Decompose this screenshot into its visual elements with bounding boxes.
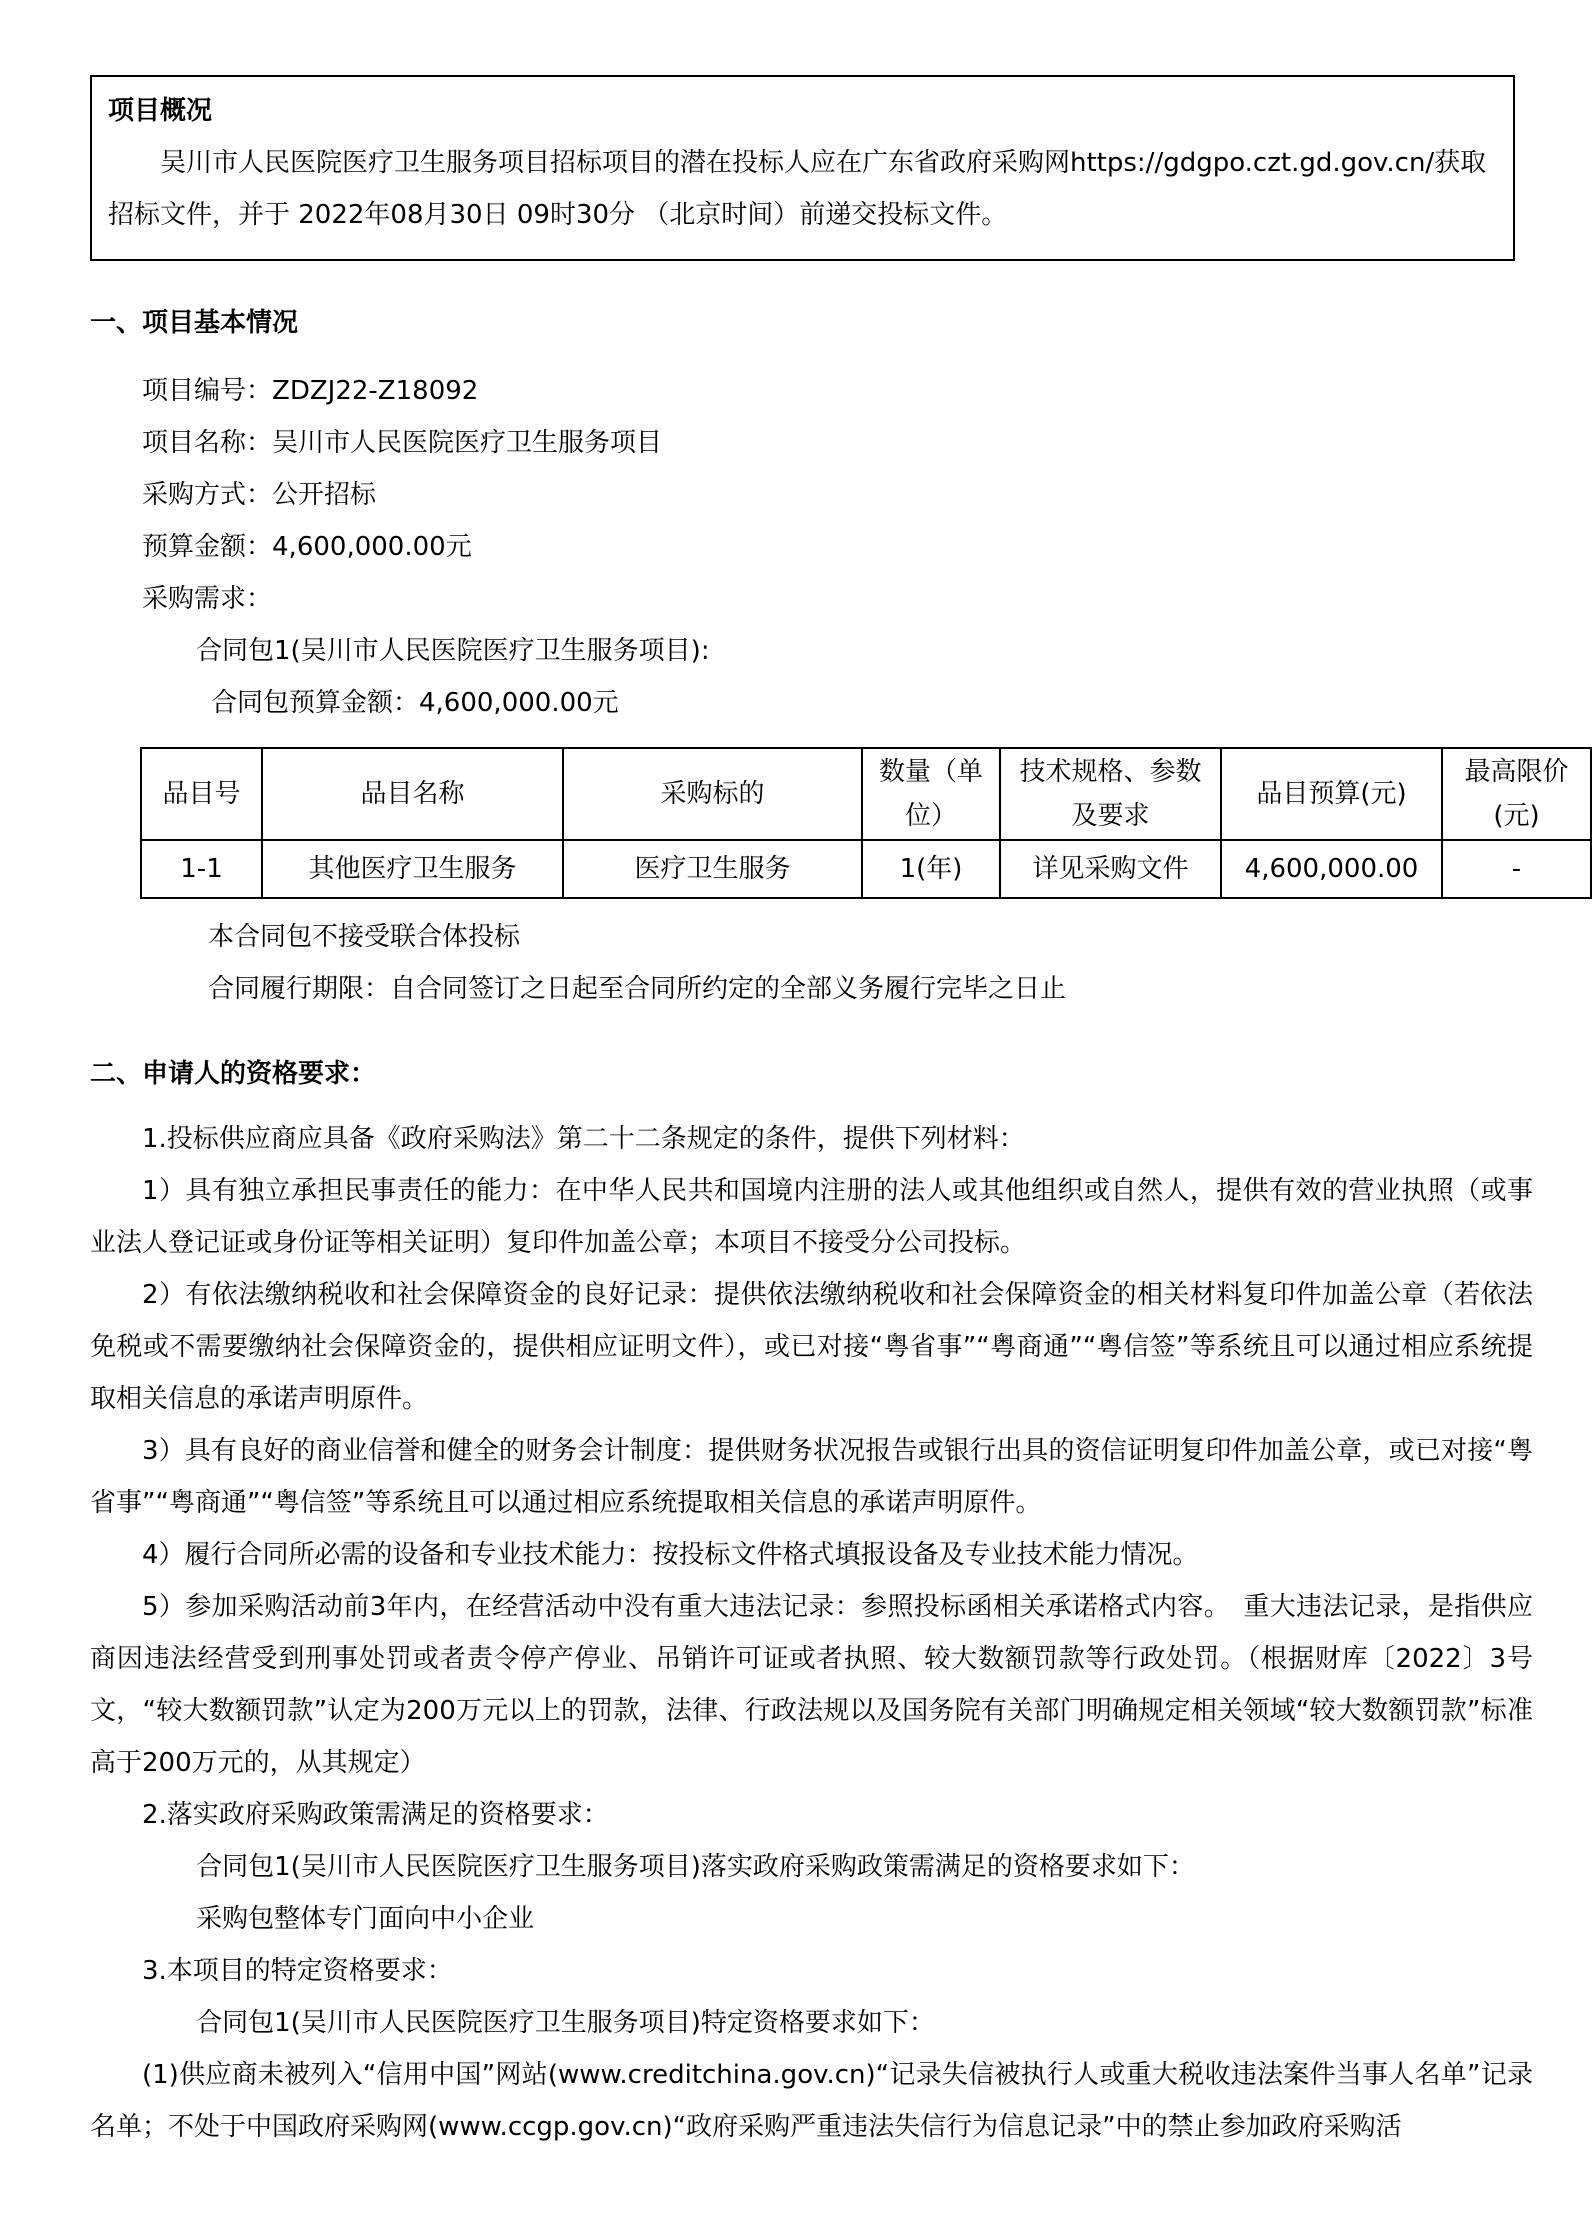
field-value: 4,600,000.00元 <box>272 532 472 562</box>
cell-procurement-target: 医疗卫生服务 <box>563 840 862 898</box>
field-procurement-demand <box>90 573 1533 625</box>
field-project-number <box>90 365 1533 417</box>
document-page <box>0 75 1594 2214</box>
contract-package-budget: 合同包预算金额：4,600,000.00元 <box>211 688 619 718</box>
note-contract-period: 合同履行期限：自合同签订之日起至合同所约定的全部义务履行完毕之日止 <box>208 974 1067 1004</box>
note-no-consortium: 本合同包不接受联合体投标 <box>208 922 521 952</box>
qualification-paragraphs <box>90 1113 1533 2153</box>
overview-title: 项目概况 <box>108 96 213 126</box>
header-item-no: 品目号 <box>141 748 262 840</box>
cell-item-no: 1-1 <box>141 840 262 898</box>
contract-package-title: 合同包1(吴川市人民医院医疗卫生服务项目): <box>196 636 710 666</box>
header-procurement-target: 采购标的 <box>563 748 862 840</box>
paragraph-specific-requirements: 3.本项目的特定资格要求： <box>142 1956 453 1986</box>
header-item-name: 品目名称 <box>262 748 563 840</box>
paragraph-tax-social-security: 2）有依法缴纳税收和社会保障资金的良好记录：提供依法缴纳税收和社会保障资金的相关材料复印件加盖公章（若依法免税或不需要缴纳社会保障资金的，提供相应证明文件），或已对接“粤省事”“粤商通”“粤信签”等系统且可以通过相应系统提取相关信息的承诺声明原件。 <box>90 1280 1533 1414</box>
header-quantity-unit: 数量（单位） <box>862 748 1000 840</box>
field-label: 预算金额： <box>142 532 273 562</box>
paragraph-package1-specific: 合同包1(吴川市人民医院医疗卫生服务项目)特定资格要求如下： <box>196 2008 935 2038</box>
paragraph-credit-china: (1)供应商未被列入“信用中国”网站(www.creditchina.gov.cn)“记录失信被执行人或重大税收违法案件当事人名单”记录名单；不处于中国政府采购网(www.ccgp.gov.cn)“政府采购严重违法失信行为信息记录”中的禁止参加政府采购活 <box>90 2060 1533 2142</box>
paragraph-civil-liability: 1）具有独立承担民事责任的能力：在中华人民共和国境内注册的法人或其他组织或自然人，提供有效的营业执照（或事业法人登记证或身份证等相关证明）复印件加盖公章；本项目不接受分公司投标。 <box>90 1176 1533 1258</box>
cell-item-name: 其他医疗卫生服务 <box>262 840 563 898</box>
field-label: 采购需求： <box>142 584 273 614</box>
paragraph-no-major-violation: 5）参加采购活动前3年内，在经营活动中没有重大违法记录：参照投标函相关承诺格式内容。 重大违法记录，是指供应商因违法经营受到刑事处罚或者责令停产停业、吊销许可证或者执照、较大数额罚款等行政处罚。（根据财库〔2022〕3号文，“较大数额罚款”认定为200万元以上的罚款，法律、行政法规以及国务院有关部门明确规定相关领域“较大数额罚款”标准高于200万元的，从其规定） <box>90 1592 1533 1778</box>
field-label: 项目名称： <box>142 428 273 458</box>
paragraph-article22: 1.投标供应商应具备《政府采购法》第二十二条规定的条件，提供下列材料： <box>142 1124 1025 1154</box>
section2-heading: 二、申请人的资格要求： <box>90 1059 377 1089</box>
project-fields <box>90 365 1533 729</box>
header-max-price: 最高限价(元) <box>1442 748 1591 840</box>
header-tech-spec: 技术规格、参数及要求 <box>1000 748 1221 840</box>
field-label: 项目编号： <box>142 376 273 406</box>
field-value: ZDZJ22-Z18092 <box>272 376 479 406</box>
overview-paragraph-line1: 吴川市人民医院医疗卫生服务项目招标项目的潜在投标人应在广东省政府采购网https://gdgpo.czt.gd.gov.cn/获取 <box>160 148 1487 178</box>
cell-max-price: - <box>1442 840 1591 898</box>
table-header-row <box>141 748 1591 840</box>
paragraph-policy-requirements: 2.落实政府采购政策需满足的资格要求： <box>142 1800 609 1830</box>
field-project-name <box>90 417 1533 469</box>
paragraph-package1-policy: 合同包1(吴川市人民医院医疗卫生服务项目)落实政府采购政策需满足的资格要求如下： <box>196 1852 1195 1882</box>
cell-tech-spec: 详见采购文件 <box>1000 840 1221 898</box>
header-item-budget: 品目预算(元) <box>1221 748 1442 840</box>
field-value: 吴川市人民医院医疗卫生服务项目 <box>272 428 663 458</box>
table-row <box>141 840 1591 898</box>
procurement-items-table <box>140 747 1592 899</box>
section1-heading: 一、项目基本情况 <box>90 308 299 338</box>
field-label: 采购方式： <box>142 480 273 510</box>
paragraph-financial-credit: 3）具有良好的商业信誉和健全的财务会计制度：提供财务状况报告或银行出具的资信证明复印件加盖公章，或已对接“粤省事”“粤商通”“粤信签”等系统且可以通过相应系统提取相关信息的承诺声明原件。 <box>90 1436 1533 1518</box>
cell-quantity-unit: 1(年) <box>862 840 1000 898</box>
overview-paragraph-line2: 招标文件，并于 2022年08月30日 09时30分 （北京时间）前递交投标文件。 <box>108 200 1008 230</box>
paragraph-sme-oriented: 采购包整体专门面向中小企业 <box>196 1904 535 1934</box>
field-procurement-method <box>90 469 1533 521</box>
field-budget-amount <box>90 521 1533 573</box>
cell-item-budget: 4,600,000.00 <box>1221 840 1442 898</box>
project-overview-box <box>90 75 1515 261</box>
field-value: 公开招标 <box>272 480 377 510</box>
paragraph-equipment-capability: 4）履行合同所必需的设备和专业技术能力：按投标文件格式填报设备及专业技术能力情况。 <box>142 1540 1199 1570</box>
